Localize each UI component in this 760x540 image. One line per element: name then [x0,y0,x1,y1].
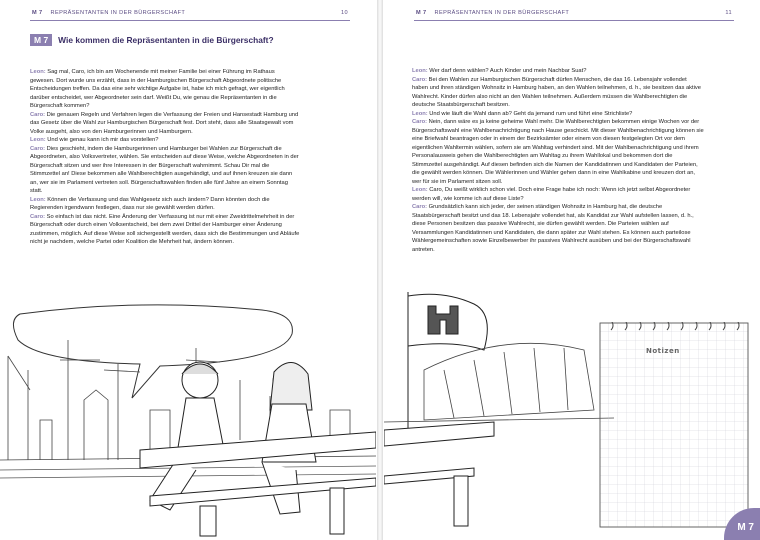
speaker: Caro: [412,204,428,210]
dialogue-line [412,110,704,119]
dialogue-line [412,203,704,254]
utterance: Sag mal, Caro, ich bin am Wochenende mit meiner Familie bei einer Führung im Rathaus gewesen. Dort wurde uns erzählt, dass in der Hamburgischen Bürgerschaft Abgeordnete politische Entscheidungen treffen. Da das eine sehr wichtige Aufgabe ist, habe ich mich gefragt, wer eigentlich darüber entscheidet, wer Abgeordneter sein darf. Weißt Du, wie genau die Repräsentanten in die Bürgerschaft kommen? [30,69,285,109]
speech-bubble-left [13,305,292,398]
dialogue-line [30,111,300,137]
header-section: REPRÄSENTANTEN IN DER BÜRGERSCHAFT [50,10,186,16]
module-corner-tag: M 7 [724,508,760,540]
dialogue-text [412,67,704,254]
speaker: Leon: [30,196,46,203]
stadium-roof [384,343,614,422]
dialogue-line [412,186,704,203]
utterance: Dies geschieht, indem die Hamburgerinnen und Hamburger bei Wahlen zur Bürgerschaft die Abgeordneten, also Volksvertreter, wählen. Sie entscheiden auf diese Weise, welche Abgeordneten in der Bürgerschaft sitzen und wer ihre Interessen in der Bürgerschaft wahrnimmt. Schau Dir mal die Stimmzettel an! Diese bekommen alle Wahlberechtigten ausgehändigt, und auf ihnen kreuzen sie dann an, wer sie im Parlament vertreten soll. Bürgerschaftswahlen finden alle fünf Jahre an einem Sonntag statt. [30,145,299,194]
speaker: Leon: [412,68,428,74]
speaker: Caro: [412,76,428,83]
dialogue-line [30,68,300,111]
speaker: Leon: [412,187,428,193]
speaker: Caro: [30,111,46,118]
dialogue-line [412,67,704,76]
utterance: Und wie genau kann ich mir das vorstellen? [47,137,159,143]
utterance: Die genauen Regeln und Verfahren legen die Verfassung der Freien und Hansestadt Hamburg und das Gesetz über die Wahl zur Hamburgischen Bürgerschaft fest. Dort steht, dass alle Staatsgewalt vom Volke ausgeht, also von den Hamburgerinnen und Hamburgern. [30,111,299,135]
dialogue-line [412,118,704,186]
header-module: M 7 [416,10,427,16]
bench-end [384,422,494,526]
speaker: Leon: [30,69,46,75]
notes-title: Notizen [646,347,680,355]
header-section: REPRÄSENTANTEN IN DER BÜRGERSCHAFT [434,10,570,16]
speaker: Caro: [412,119,428,125]
speaker: Leon: [30,137,46,143]
dialogue-line [30,213,300,247]
page-number: 11 [725,10,732,16]
utterance: Und wie läuft die Wahl dann ab? Geht da jemand rum und führt eine Strichliste? [429,110,633,117]
utterance: Caro, Du weißt wirklich schon viel. Doch eine Frage habe ich noch: Wenn ich jetzt selbst Abgeordneter werden will, wie komme ich auf diese Liste? [412,187,691,202]
hamburg-flag [408,292,487,430]
utterance: Wer darf denn wählen? Auch Kinder und mein Nachbar Suat? [429,68,587,74]
left-page [0,0,376,540]
dialogue-line [412,76,704,110]
dialogue-line [30,196,300,213]
chapter-heading [30,33,274,47]
utterance: Können die Verfassung und das Wahlgesetz sich auch ändern? Dann könnten doch die Regierenden irgendwann festlegen, dass nur sie gewählt werden dürfen. [30,196,270,211]
book-gutter [377,0,383,540]
utterance: Grundsätzlich kann sich jeder, der seinen ständigen Wohnsitz in Hamburg hat, die deutsche Staatsbürgerschaft besitzt und das 18. Lebensjahr vollendet hat, als Kandidat zur Wahl aufstellen lassen, d. h., diese Personen besitzen das passive Wahlrecht, sie dürfen gewählt werden. Die Parteien wählen auf Versammlungen Kandidatinnen und Kandidaten, die dann später zur Wahl stehen. Es können auch parteilose Wählergemeinschaften sowie Einzelbewerber ihr passives Wahlrecht ausüben und bei der Bürgerschaftswahl antreten. [412,204,694,253]
header-module: M 7 [32,10,43,16]
utterance: Nein, dann wäre es ja keine geheime Wahl mehr. Die Wahlberechtigten bekommen einige Wochen vor der Bürgerschaftswahl eine Wahlbenachrichtigung nach Hause geschickt. Mit dieser Wahlbenachrichtigung können sie eine Briefwahl beantragen oder in einem der Bezirksämter oder einem von diesen festgelegten Ort vor dem eigentlichen Wahltermin wählen, sofern sie am Wahltag verhindert sind. Mit der Wahlbenachrichtigung und ihrem Personalausweis gehen die Wahlberechtigten am Wahltag zu ihrem Wahllokal und bekommen dort die Stimmzettel ausgehändigt. Auf diesen befinden sich die Namen der Kandidatinnen und Kandidaten der Parteien, die gewählt werden können. Die Wählerinnen und Wähler gehen dann in eine Wahlkabine und kreuzen dort an, wer für sie im Parlament sitzen soll. [412,119,704,185]
dialogue-text [30,68,300,247]
dialogue-line [30,145,300,196]
right-illustration [384,290,614,540]
speaker: Caro: [30,213,46,220]
speaker: Leon: [412,110,428,117]
right-page [384,0,760,540]
speaker: Caro: [30,145,46,152]
dialogue-line [30,136,300,145]
utterance: So einfach ist das nicht. Eine Änderung der Verfassung ist nur mit einer Zweidrittelmehrheit in der Bürgerschaft oder durch einen Volksentscheid, bei dem zwei Drittel der Hamburger einer Änderung zustimmen, möglich. Auf diese Weise soll sichergestellt werden, dass sich die Bestimmungen und Abläufe nicht je nachdem, welche Partei oder Koalition die Mehrheit hat, ändern können. [30,213,300,245]
page-title: Wie kommen die Repräsentanten in die Bürgerschaft? [58,35,274,45]
module-tag: M 7 [30,34,52,46]
header-rule [414,20,734,21]
utterance: Bei den Wahlen zur Hamburgischen Bürgerschaft dürfen Menschen, die das 16. Lebensjahr vollendet haben und ihren ständigen Wohnsitz in Hamburg haben, an den Wahlen teilnehmen, d. h., sie besitzen das aktive Wahlrecht. Kinder dürfen also nicht an den Wahlen teilnehmen. Außerdem müssen die Wahlberechtigten die deutsche Staatsbürgerschaft besitzen. [412,76,701,108]
page-number: 10 [340,10,348,16]
left-illustration [0,300,376,540]
header-rule [30,20,350,21]
